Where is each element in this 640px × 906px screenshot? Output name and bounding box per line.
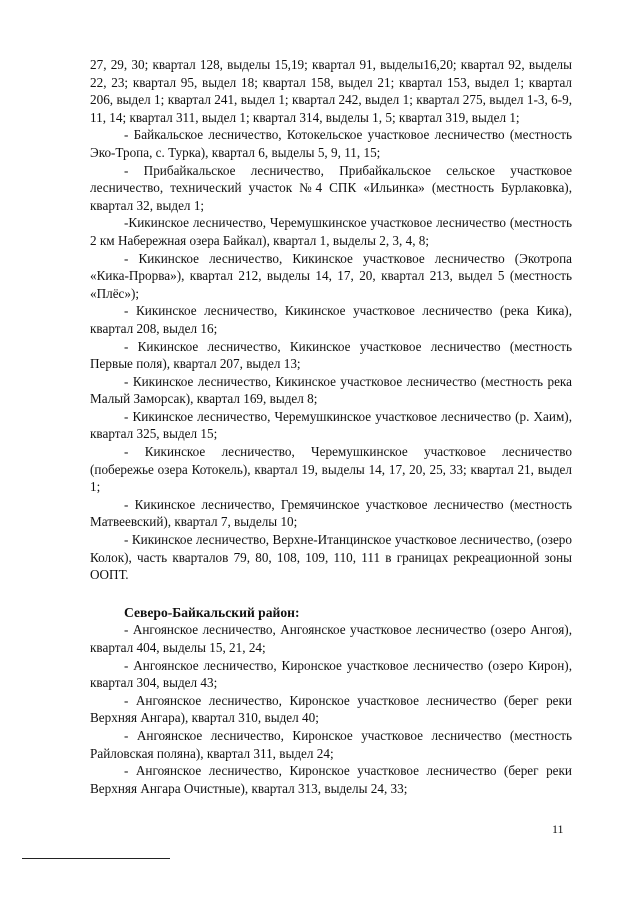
paragraph: - Ангоянское лесничество, Ангоянское участковое лесничество (озеро Ангоя), квартал 404, выделы 15, 21, 24;: [90, 622, 572, 655]
paragraph: - Ангоянское лесничество, Киронское участковое лесничество (местность Райловская поляна), квартал 311, выдел 24;: [90, 727, 572, 761]
paragraph: - Кикинское лесничество, Черемушкинское участковое лесничество (побережье озера Котокель), квартал 19, выделы 14, 17, 20, 25, 33; квартал 21, выдел 1;: [90, 444, 572, 495]
paragraph: - Кикинское лесничество, Кикинское участковое лесничество (местность река Малый Заморсак), квартал 169, выдел 8;: [90, 373, 572, 407]
paragraph: -Кикинское лесничество, Черемушкинское участковое лесничество (местность 2 км Набережная озера Байкал), квартал 1, выделы 2, 3, 4, 8;: [90, 215, 572, 248]
paragraph: - Кикинское лесничество, Верхне-Итанцинское участковое лесничество, (озеро Колок), часть кварталов 79, 80, 108, 109, 110, 111 в границах рекреационной зоны ООПТ.: [90, 532, 572, 583]
document-body: [90, 56, 572, 797]
paragraph: - Кикинское лесничество, Черемушкинское участковое лесничество (р. Хаим), квартал 325, выдел 15;: [90, 408, 572, 442]
page-number: 11: [552, 822, 564, 836]
paragraph: - Кикинское лесничество, Кикинское участковое лесничество (Экотропа «Кика-Прорва»), квартал 212, выделы 14, 17, 20, квартал 213, выдел 5 (местность «Плёс»);: [90, 250, 572, 301]
paragraph: - Кикинское лесничество, Кикинское участковое лесничество (местность Первые поля), квартал 207, выдел 13;: [90, 338, 572, 372]
paragraph: - Кикинское лесничество, Гремячинское участковое лесничество (местность Матвеевский), квартал 7, выделы 10;: [90, 496, 572, 530]
section-title: Северо-Байкальский район:: [124, 604, 300, 620]
paragraph: - Кикинское лесничество, Кикинское участковое лесничество (река Кика), квартал 208, выдел 16;: [90, 303, 572, 336]
paragraph: - Ангоянское лесничество, Киронское участковое лесничество (берег реки Верхняя Ангара Очистные), квартал 313, выделы 24, 33;: [90, 763, 572, 796]
paragraph: - Байкальское лесничество, Котокельское участковое лесничество (местность Эко-Тропа, с. Турка), квартал 6, выделы 5, 9, 11, 15;: [90, 127, 572, 160]
footnote-separator: [22, 858, 170, 859]
paragraph: - Ангоянское лесничество, Киронское участковое лесничество (озеро Кирон), квартал 304, выдел 43;: [90, 657, 572, 691]
paragraph: - Ангоянское лесничество, Киронское участковое лесничество (берег реки Верхняя Ангара), квартал 310, выдел 40;: [90, 692, 572, 726]
paragraph: - Прибайкальское лесничество, Прибайкальское сельское участковое лесничество, технический участок №4 СПК «Ильинка» (местность Бурлаковка), квартал 32, выдел 1;: [90, 162, 572, 213]
paragraph: 27, 29, 30; квартал 128, выделы 15,19; квартал 91, выделы16,20; квартал 92, выделы 22, 23; квартал 95, выдел 18; квартал 158, выдел 21; квартал 153, выдел 1; квартал 206, выдел 1; квартал 241, выдел 1; квартал 242, выдел 1; квартал 275, выдел 1-3, 6-9, 11, 14; квартал 311, выдел 1; квартал 314, выделы 1, 5; квартал 319, выдел 1;: [90, 57, 572, 125]
